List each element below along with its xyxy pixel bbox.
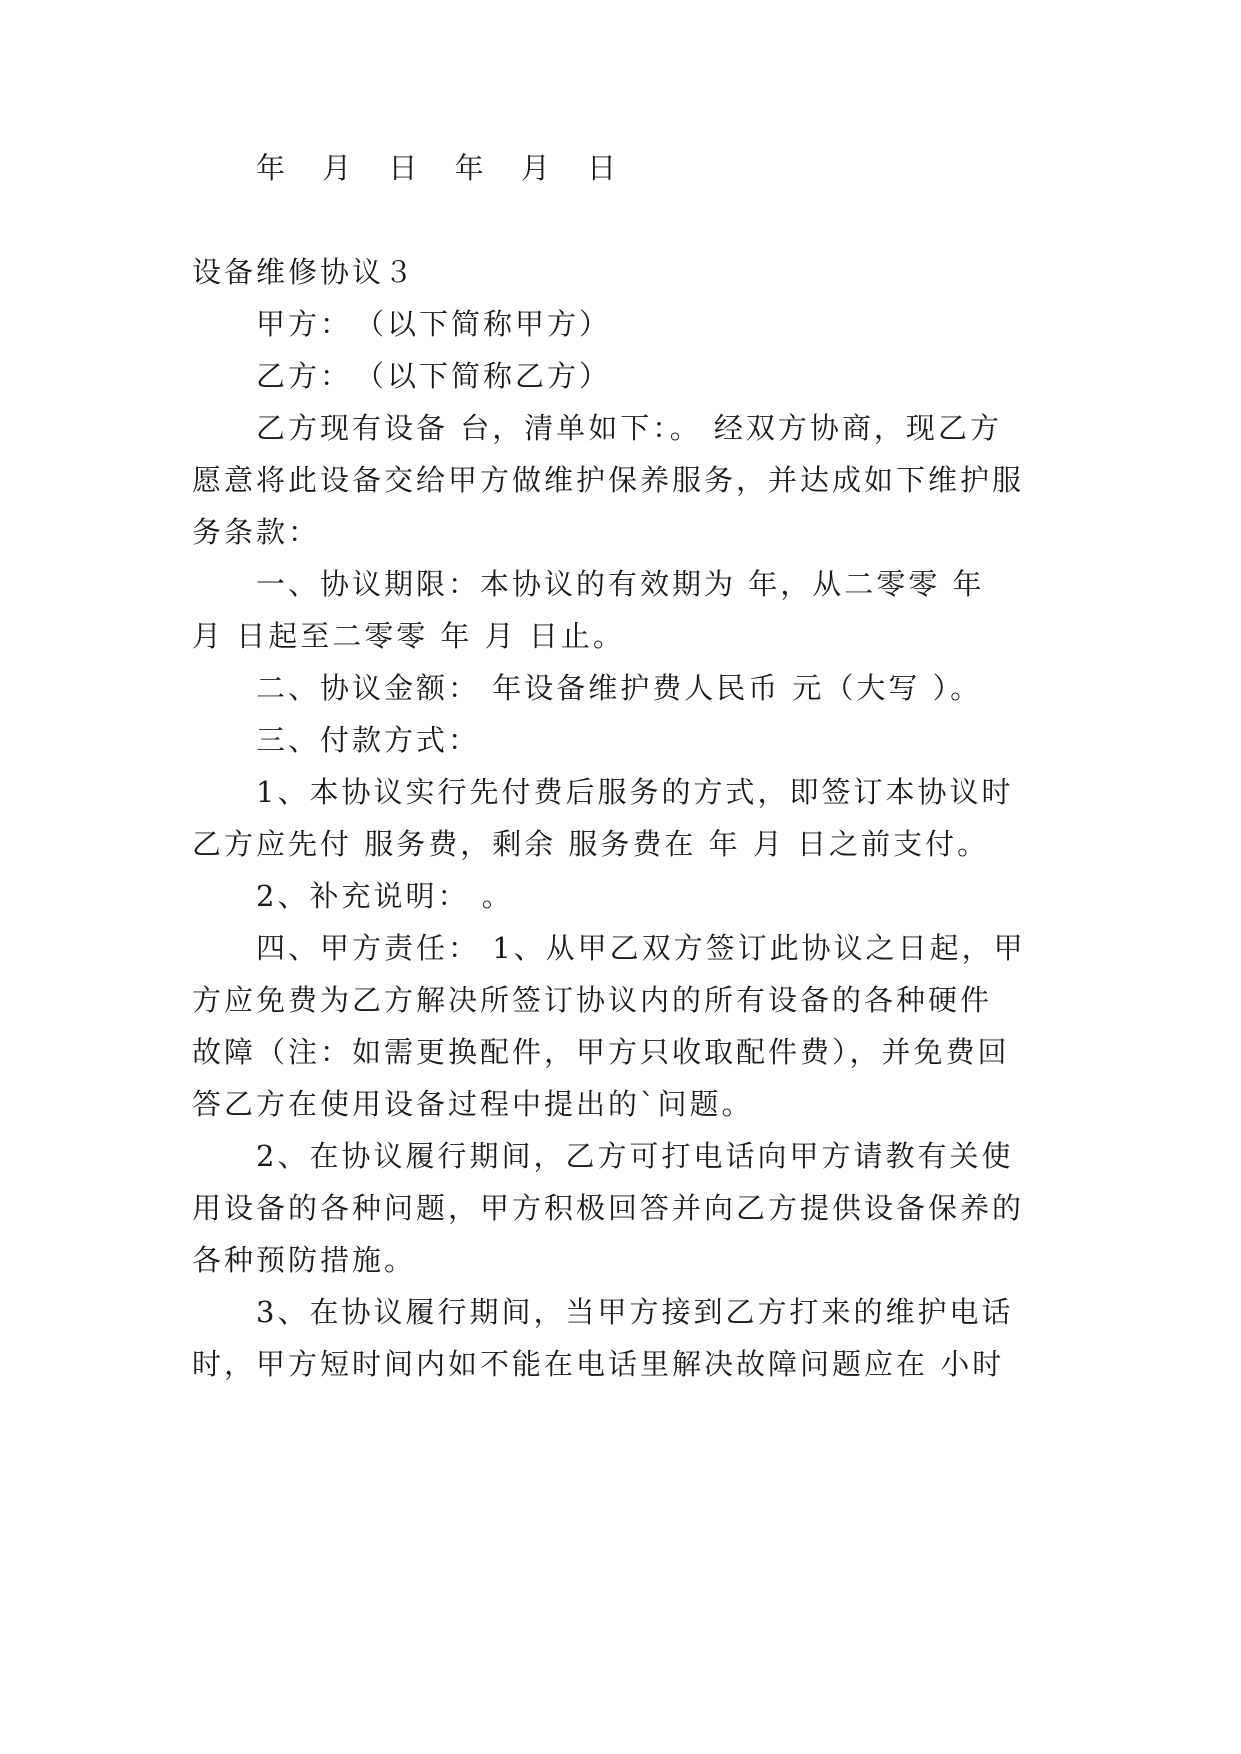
paragraph-line: 愿意将此设备交给甲方做维护保养服务，并达成如下维护服 — [192, 463, 1025, 497]
paragraph-line: 3、在协议履行期间，当甲方接到乙方打来的维护电话 — [256, 1295, 1014, 1329]
paragraph-line: 二、协议金额： 年设备维护费人民币 元（大写 ）。 — [256, 671, 983, 705]
party-b-line: 乙方： （以下简称乙方） — [256, 359, 612, 393]
paragraph-line: 用设备的各种问题，甲方积极回答并向乙方提供设备保养的 — [192, 1191, 1025, 1225]
paragraph-line: 一、协议期限：本协议的有效期为 年，从二零零 年 — [256, 567, 985, 601]
paragraph-line: 2、补充说明： 。 — [256, 879, 514, 913]
paragraph-line: 故障（注：如需更换配件，甲方只收取配件费），并免费回 — [192, 1035, 1010, 1069]
paragraph-line: 答乙方在使用设备过程中提出的`问题。 — [192, 1087, 754, 1121]
paragraph-line: 各种预防措施。 — [192, 1243, 417, 1277]
paragraph-line: 2、在协议履行期间，乙方可打电话向甲方请教有关使 — [256, 1139, 1014, 1173]
paragraph-line: 乙方应先付 服务费，剩余 服务费在 年 月 日之前支付。 — [192, 827, 990, 861]
paragraph-line: 四、甲方责任： 1、从甲乙双方签订此协议之日起，甲 — [256, 931, 1026, 965]
party-a-line: 甲方： （以下简称甲方） — [256, 307, 612, 341]
document-title: 设备维修协议３ — [192, 255, 417, 289]
paragraph-line: 1、本协议实行先付费后服务的方式，即签订本协议时 — [256, 775, 1014, 809]
paragraph-line: 三、付款方式： — [256, 723, 481, 757]
paragraph-line: 月 日起至二零零 年 月 日止。 — [192, 619, 625, 653]
date-line: 年 月 日 年 月 日 — [256, 151, 631, 185]
paragraph-line: 方应免费为乙方解决所签订协议内的所有设备的各种硬件 — [192, 983, 993, 1017]
paragraph-line: 乙方现有设备 台，清单如下：。 经双方协商，现乙方 — [256, 411, 1002, 445]
paragraph-line: 时，甲方短时间内如不能在电话里解决故障问题应在 小时 — [192, 1347, 1005, 1381]
paragraph-line: 务条款： — [192, 515, 321, 549]
